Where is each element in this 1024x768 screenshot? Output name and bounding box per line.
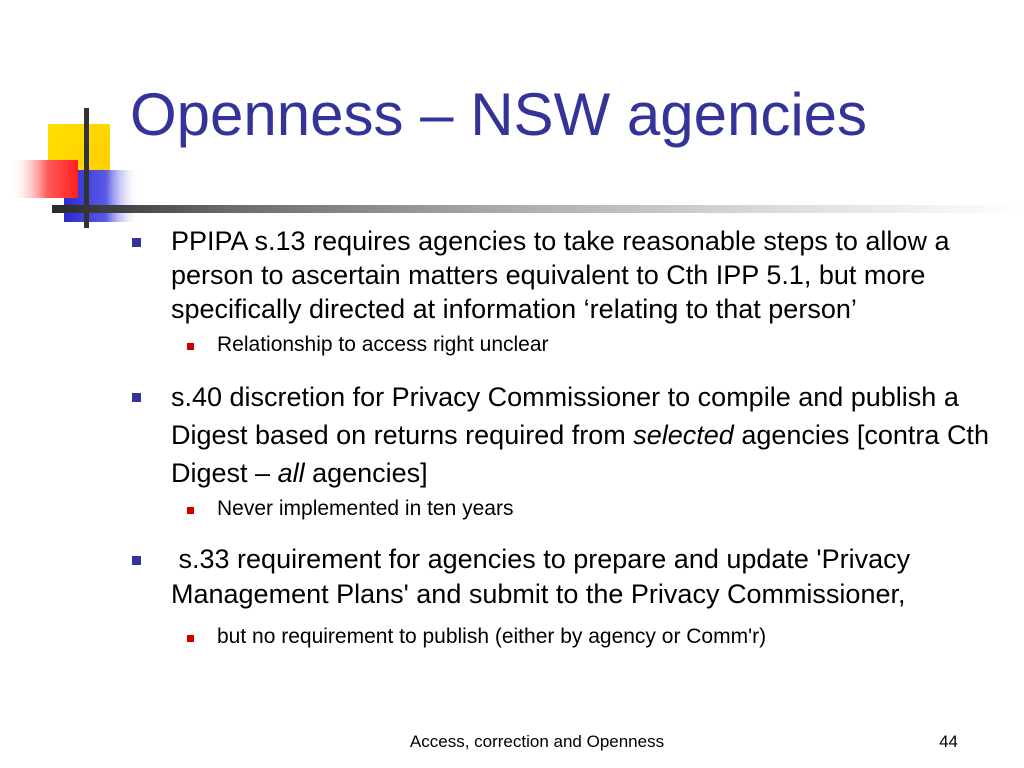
page-title: Openness – NSW agencies <box>130 81 868 148</box>
red-square <box>10 160 78 198</box>
sub-bullet-text: Never implemented in ten years <box>217 497 514 520</box>
sub-bullet-item <box>130 496 1000 522</box>
slide-content <box>130 224 1000 650</box>
bullet-text-part: agencies [contra Cth Digest – <box>171 420 989 488</box>
sub-bullet-marker <box>187 635 194 642</box>
bullet-text: PPIPA s.13 requires agencies to take reasonable steps to allow a person to ascertain matters equivalent to Cth IPP 5.1, but more specifically directed at information ‘relating to that person’ <box>171 226 950 324</box>
sub-bullet-text: but no requirement to publish (either by agency or Comm'r) <box>217 625 767 648</box>
title-divider <box>52 205 1024 213</box>
bullet-item <box>130 224 1000 326</box>
bullet-marker <box>132 556 141 565</box>
bullet-text-part: s.40 discretion for Privacy Commissioner to compile and publish a Digest based on returns required from <box>171 382 959 450</box>
sub-bullet-text: Relationship to access right unclear <box>217 333 549 356</box>
footer-title: Access, correction and Openness <box>409 732 665 751</box>
bullet-item <box>130 542 1000 612</box>
bullet-text-emphasis: all <box>277 458 305 488</box>
bullet-marker <box>132 238 141 247</box>
bullet-item <box>130 378 1000 492</box>
sub-bullet-marker <box>187 507 194 514</box>
bullet-text: s.33 requirement for agencies to prepare and update 'Privacy Management Plans' and submit to the Privacy Commissioner, <box>171 544 918 609</box>
page-number: 44 <box>939 732 958 751</box>
bullet-marker <box>132 393 141 402</box>
bullet-text-part: agencies] <box>304 458 428 488</box>
bullet-text-emphasis: selected <box>633 420 734 450</box>
sub-bullet-item <box>130 624 1000 650</box>
sub-bullet-marker <box>187 343 194 350</box>
sub-bullet-item <box>130 332 1000 358</box>
